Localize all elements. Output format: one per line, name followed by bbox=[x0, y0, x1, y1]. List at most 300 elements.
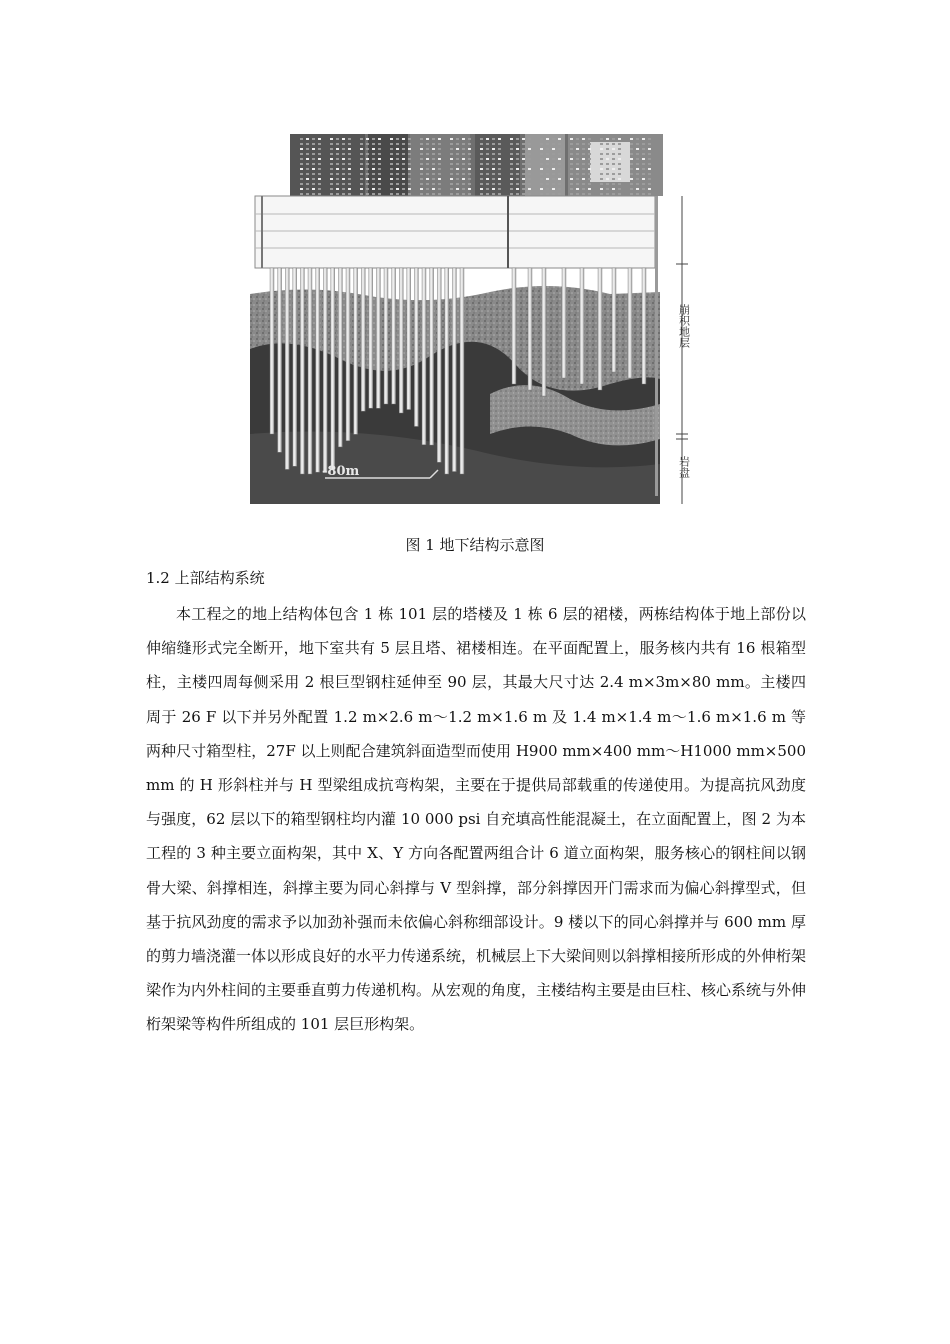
building-window bbox=[570, 188, 573, 190]
building-window bbox=[642, 163, 645, 165]
building-window bbox=[396, 158, 399, 160]
building-window bbox=[402, 153, 405, 155]
building-window bbox=[510, 193, 513, 195]
building-window bbox=[540, 148, 543, 150]
building-window bbox=[402, 168, 405, 170]
building-window bbox=[516, 188, 519, 190]
building-window bbox=[492, 168, 495, 170]
building-window bbox=[552, 168, 555, 170]
building-window bbox=[612, 153, 615, 155]
building-window bbox=[438, 183, 441, 185]
building-window bbox=[486, 193, 489, 195]
building-window bbox=[600, 193, 603, 195]
building-window bbox=[492, 178, 495, 180]
building-window bbox=[360, 158, 363, 160]
building-window bbox=[582, 148, 585, 150]
building-window bbox=[390, 183, 393, 185]
building-window bbox=[522, 183, 525, 185]
foundation-pile bbox=[628, 268, 632, 378]
building-window bbox=[348, 188, 351, 190]
building-window bbox=[630, 138, 633, 140]
building-window bbox=[486, 148, 489, 150]
building-window bbox=[456, 138, 459, 140]
building-window bbox=[618, 163, 621, 165]
building-window bbox=[462, 163, 465, 165]
building-window bbox=[390, 143, 393, 145]
building-window bbox=[600, 153, 603, 155]
building-window bbox=[306, 168, 309, 170]
building-window bbox=[300, 163, 303, 165]
building-window bbox=[306, 183, 309, 185]
building-window bbox=[582, 163, 585, 165]
building-window bbox=[498, 183, 501, 185]
building-window bbox=[480, 183, 483, 185]
building-window bbox=[396, 193, 399, 195]
foundation-pile bbox=[542, 268, 546, 396]
building-window bbox=[426, 183, 429, 185]
building-window bbox=[366, 173, 369, 175]
building-window bbox=[558, 188, 561, 190]
building-window bbox=[576, 193, 579, 195]
building-window bbox=[372, 143, 375, 145]
building-window bbox=[462, 158, 465, 160]
building-window bbox=[408, 183, 411, 185]
building-window bbox=[468, 153, 471, 155]
building-window bbox=[432, 148, 435, 150]
foundation-pile bbox=[376, 268, 380, 408]
building-window bbox=[420, 178, 423, 180]
building-window bbox=[570, 173, 573, 175]
building-window bbox=[372, 138, 375, 140]
building-window bbox=[432, 193, 435, 195]
building-window bbox=[480, 178, 483, 180]
building-window bbox=[318, 168, 321, 170]
building-window bbox=[552, 178, 555, 180]
building-window bbox=[420, 168, 423, 170]
building-window bbox=[492, 173, 495, 175]
building-window bbox=[480, 158, 483, 160]
building-window bbox=[342, 168, 345, 170]
building-window bbox=[588, 188, 591, 190]
building-window bbox=[468, 158, 471, 160]
building-window bbox=[486, 138, 489, 140]
building-window bbox=[456, 163, 459, 165]
building-window bbox=[462, 193, 465, 195]
building-window bbox=[456, 178, 459, 180]
foundation-pile bbox=[512, 268, 516, 384]
foundation-pile bbox=[399, 268, 403, 413]
building-window bbox=[468, 168, 471, 170]
building-window bbox=[636, 188, 639, 190]
building-window bbox=[552, 138, 555, 140]
building-window bbox=[306, 178, 309, 180]
building-window bbox=[312, 143, 315, 145]
building-window bbox=[522, 173, 525, 175]
building-window bbox=[540, 138, 543, 140]
building-window bbox=[480, 188, 483, 190]
building-window bbox=[450, 178, 453, 180]
building-window bbox=[648, 173, 651, 175]
building-window bbox=[570, 193, 573, 195]
building-window bbox=[486, 173, 489, 175]
building-window bbox=[450, 168, 453, 170]
building-window bbox=[378, 178, 381, 180]
building-window bbox=[582, 183, 585, 185]
building-window bbox=[516, 153, 519, 155]
building-window bbox=[312, 163, 315, 165]
building-window bbox=[618, 188, 621, 190]
building-window bbox=[510, 173, 513, 175]
building-window bbox=[366, 168, 369, 170]
building-window bbox=[366, 178, 369, 180]
building-window bbox=[576, 168, 579, 170]
building-window bbox=[318, 143, 321, 145]
building-window bbox=[516, 173, 519, 175]
foundation-pile bbox=[293, 268, 297, 466]
building-window bbox=[498, 143, 501, 145]
building-window bbox=[546, 158, 549, 160]
building-window bbox=[612, 188, 615, 190]
building-window bbox=[372, 188, 375, 190]
building-window bbox=[426, 168, 429, 170]
foundation-pile bbox=[414, 268, 418, 426]
building-window bbox=[522, 188, 525, 190]
building-window bbox=[576, 158, 579, 160]
building-window bbox=[498, 158, 501, 160]
building-window bbox=[378, 183, 381, 185]
building-window bbox=[348, 193, 351, 195]
building-window bbox=[426, 163, 429, 165]
building-window bbox=[462, 173, 465, 175]
building-window bbox=[558, 193, 561, 195]
building-window bbox=[546, 178, 549, 180]
building-window bbox=[432, 168, 435, 170]
building-window bbox=[582, 158, 585, 160]
building-window bbox=[510, 168, 513, 170]
building-window bbox=[630, 188, 633, 190]
building-window bbox=[516, 193, 519, 195]
building-window bbox=[528, 173, 531, 175]
building-window bbox=[636, 173, 639, 175]
building-window bbox=[306, 148, 309, 150]
building-window bbox=[456, 158, 459, 160]
building-window bbox=[606, 153, 609, 155]
building-window bbox=[396, 173, 399, 175]
building-window bbox=[540, 173, 543, 175]
building-window bbox=[552, 148, 555, 150]
building-window bbox=[396, 163, 399, 165]
building-window bbox=[330, 153, 333, 155]
building-window bbox=[486, 163, 489, 165]
foundation-pile bbox=[331, 268, 335, 470]
building-window bbox=[582, 153, 585, 155]
building-window bbox=[582, 173, 585, 175]
building-window bbox=[468, 178, 471, 180]
building-window bbox=[330, 193, 333, 195]
building-window bbox=[402, 193, 405, 195]
building-window bbox=[300, 193, 303, 195]
building-window bbox=[576, 138, 579, 140]
building-window bbox=[618, 193, 621, 195]
building-window bbox=[588, 168, 591, 170]
foundation-pile bbox=[346, 268, 350, 441]
foundation-pile bbox=[308, 268, 312, 474]
building-window bbox=[360, 193, 363, 195]
foundation-pile bbox=[528, 268, 532, 390]
building-window bbox=[312, 153, 315, 155]
building-window bbox=[312, 188, 315, 190]
building-window bbox=[348, 173, 351, 175]
building-window bbox=[606, 188, 609, 190]
building-window bbox=[618, 158, 621, 160]
building-window bbox=[630, 163, 633, 165]
building-window bbox=[480, 168, 483, 170]
building-window bbox=[300, 188, 303, 190]
building-window bbox=[582, 193, 585, 195]
foundation-pile bbox=[580, 268, 584, 384]
foundation-pile bbox=[612, 268, 616, 372]
building-window bbox=[642, 153, 645, 155]
building-window bbox=[510, 188, 513, 190]
building-window bbox=[300, 138, 303, 140]
building-window bbox=[480, 148, 483, 150]
stratum-label-bedrock: 岩盘 bbox=[677, 456, 691, 478]
building-window bbox=[618, 153, 621, 155]
building-window bbox=[372, 153, 375, 155]
building-window bbox=[336, 178, 339, 180]
building-window bbox=[438, 148, 441, 150]
building-window bbox=[522, 143, 525, 145]
building-window bbox=[642, 183, 645, 185]
building-window bbox=[432, 173, 435, 175]
building-window bbox=[360, 173, 363, 175]
building-window bbox=[606, 168, 609, 170]
building-window bbox=[300, 158, 303, 160]
building-window bbox=[342, 193, 345, 195]
building-window bbox=[642, 168, 645, 170]
building-window bbox=[378, 163, 381, 165]
building-window bbox=[468, 138, 471, 140]
building-window bbox=[372, 183, 375, 185]
building-window bbox=[546, 148, 549, 150]
building-window bbox=[450, 188, 453, 190]
building-window bbox=[540, 193, 543, 195]
building-window bbox=[630, 168, 633, 170]
building-window bbox=[420, 153, 423, 155]
building-window bbox=[612, 148, 615, 150]
building-window bbox=[570, 148, 573, 150]
building-window bbox=[318, 138, 321, 140]
building-window bbox=[486, 183, 489, 185]
building-window bbox=[486, 153, 489, 155]
building-window bbox=[426, 173, 429, 175]
building-window bbox=[360, 188, 363, 190]
building-window bbox=[318, 193, 321, 195]
building-window bbox=[360, 148, 363, 150]
building-window bbox=[312, 168, 315, 170]
foundation-pile bbox=[460, 268, 464, 474]
building-window bbox=[330, 163, 333, 165]
building-window bbox=[402, 138, 405, 140]
building-window bbox=[300, 143, 303, 145]
building-window bbox=[642, 143, 645, 145]
building-window bbox=[408, 178, 411, 180]
building-window bbox=[552, 158, 555, 160]
building-window bbox=[456, 143, 459, 145]
building-window bbox=[420, 183, 423, 185]
building-window bbox=[546, 173, 549, 175]
building-window bbox=[336, 143, 339, 145]
building-window bbox=[576, 143, 579, 145]
building-window bbox=[576, 153, 579, 155]
building-window bbox=[600, 188, 603, 190]
building-window bbox=[522, 168, 525, 170]
building-window bbox=[408, 148, 411, 150]
building-window bbox=[360, 183, 363, 185]
building-window bbox=[642, 178, 645, 180]
building-window bbox=[378, 158, 381, 160]
building-window bbox=[606, 158, 609, 160]
building-window bbox=[558, 173, 561, 175]
building-window bbox=[342, 173, 345, 175]
building-window bbox=[312, 193, 315, 195]
foundation-pile bbox=[384, 268, 388, 404]
building-window bbox=[468, 188, 471, 190]
building-window bbox=[522, 163, 525, 165]
building-window bbox=[636, 183, 639, 185]
building-window bbox=[600, 158, 603, 160]
building-window bbox=[402, 163, 405, 165]
building-window bbox=[360, 153, 363, 155]
building-window bbox=[588, 153, 591, 155]
foundation-pile bbox=[361, 268, 365, 411]
building-window bbox=[378, 188, 381, 190]
building-window bbox=[546, 163, 549, 165]
foundation-pile bbox=[445, 268, 449, 474]
building-window bbox=[312, 173, 315, 175]
building-window bbox=[438, 173, 441, 175]
building-window bbox=[366, 138, 369, 140]
building-window bbox=[588, 183, 591, 185]
building-window bbox=[600, 143, 603, 145]
building-window bbox=[360, 138, 363, 140]
building-window bbox=[612, 183, 615, 185]
building-window bbox=[612, 193, 615, 195]
building-window bbox=[372, 163, 375, 165]
building-window bbox=[600, 163, 603, 165]
building-window bbox=[438, 188, 441, 190]
building-window bbox=[516, 148, 519, 150]
building-window bbox=[510, 148, 513, 150]
building-window bbox=[582, 138, 585, 140]
building-window bbox=[336, 193, 339, 195]
basement-levels bbox=[255, 196, 655, 268]
building-window bbox=[540, 183, 543, 185]
building-window bbox=[510, 178, 513, 180]
building-window bbox=[450, 158, 453, 160]
building-window bbox=[366, 148, 369, 150]
building-window bbox=[630, 193, 633, 195]
building-window bbox=[528, 178, 531, 180]
building-window bbox=[582, 168, 585, 170]
building-window bbox=[336, 148, 339, 150]
building-window bbox=[648, 143, 651, 145]
building-window bbox=[420, 173, 423, 175]
building-window bbox=[438, 193, 441, 195]
building-window bbox=[606, 148, 609, 150]
building-window bbox=[306, 188, 309, 190]
building-window bbox=[480, 193, 483, 195]
building-window bbox=[630, 173, 633, 175]
building-window bbox=[348, 153, 351, 155]
building-window bbox=[492, 153, 495, 155]
building-window bbox=[540, 153, 543, 155]
building-window bbox=[642, 188, 645, 190]
building-window bbox=[588, 138, 591, 140]
building-window bbox=[300, 148, 303, 150]
building-window bbox=[306, 163, 309, 165]
building-window bbox=[558, 138, 561, 140]
building-window bbox=[648, 158, 651, 160]
building-window bbox=[390, 148, 393, 150]
building-window bbox=[600, 178, 603, 180]
underground-structure-diagram bbox=[250, 134, 700, 504]
building-window bbox=[552, 188, 555, 190]
building-window bbox=[420, 148, 423, 150]
building-window bbox=[522, 158, 525, 160]
building-window bbox=[450, 153, 453, 155]
building-window bbox=[648, 183, 651, 185]
building-window bbox=[468, 183, 471, 185]
building-window bbox=[468, 163, 471, 165]
building-window bbox=[390, 168, 393, 170]
building-window bbox=[420, 143, 423, 145]
building-window bbox=[402, 173, 405, 175]
building-window bbox=[468, 173, 471, 175]
building-window bbox=[528, 188, 531, 190]
building-window bbox=[336, 188, 339, 190]
building-window bbox=[372, 168, 375, 170]
building-window bbox=[552, 173, 555, 175]
building-window bbox=[318, 188, 321, 190]
building-window bbox=[480, 143, 483, 145]
building-window bbox=[516, 138, 519, 140]
building-window bbox=[330, 183, 333, 185]
building-window bbox=[570, 158, 573, 160]
building-window bbox=[492, 183, 495, 185]
building-window bbox=[516, 183, 519, 185]
building-window bbox=[336, 163, 339, 165]
building-window bbox=[522, 193, 525, 195]
building-window bbox=[408, 153, 411, 155]
building-window bbox=[612, 138, 615, 140]
building-window bbox=[408, 193, 411, 195]
building-window bbox=[522, 178, 525, 180]
building-window bbox=[426, 193, 429, 195]
building-window bbox=[648, 178, 651, 180]
building-window bbox=[600, 173, 603, 175]
building-window bbox=[630, 153, 633, 155]
building-window bbox=[378, 153, 381, 155]
building-window bbox=[558, 178, 561, 180]
building-window bbox=[510, 163, 513, 165]
building-window bbox=[342, 178, 345, 180]
building-window bbox=[336, 153, 339, 155]
building-window bbox=[426, 148, 429, 150]
building-window bbox=[408, 138, 411, 140]
building-window bbox=[612, 143, 615, 145]
building-window bbox=[300, 153, 303, 155]
